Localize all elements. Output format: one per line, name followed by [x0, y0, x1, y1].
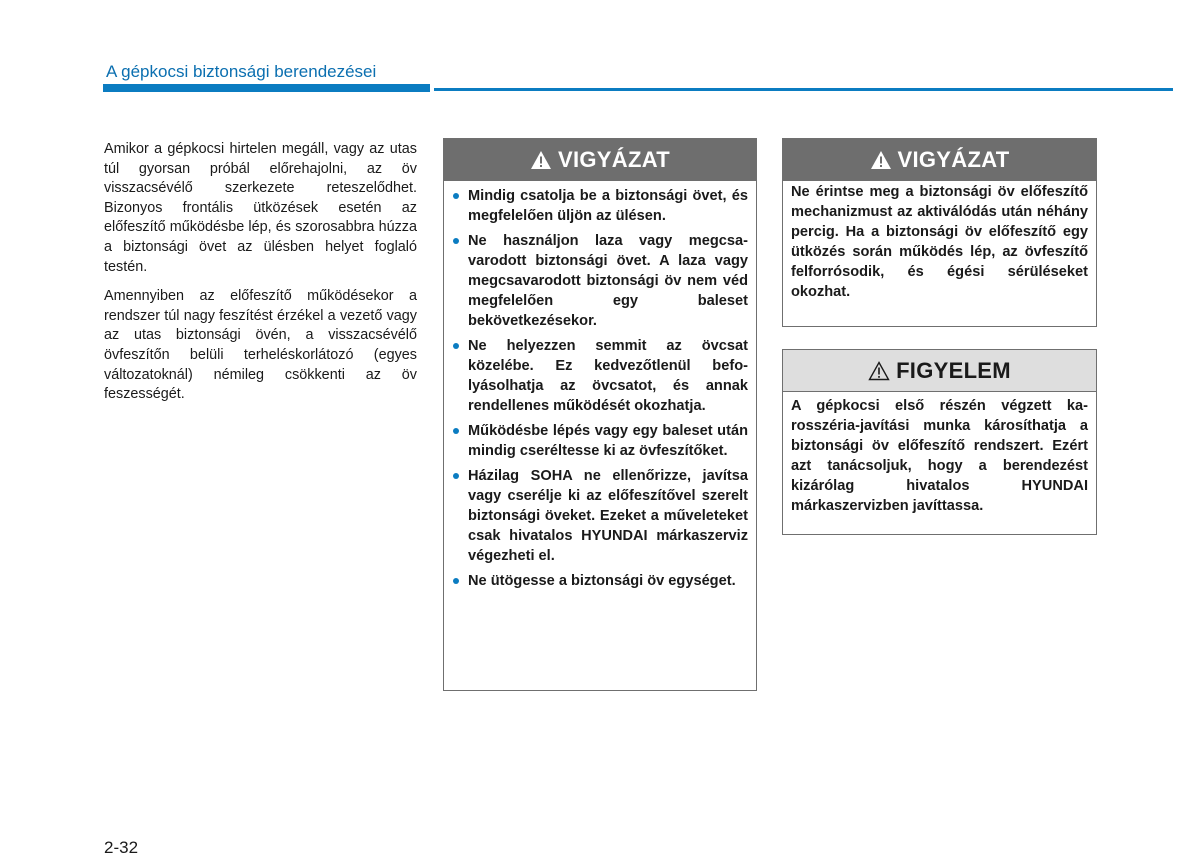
- warning-box-pretensioner: [782, 138, 1097, 327]
- list-item-text: Ne ütögesse a biztonsági öv egységet.: [468, 573, 736, 589]
- warning-box-body: [783, 181, 1096, 308]
- warning-box-header: [783, 139, 1096, 181]
- notice-box-header: [783, 350, 1096, 392]
- bullet-dot: [453, 238, 459, 244]
- list-item-text: Ne helyezzen semmit az övcsat közelébe. Ez kedvezőtlenül befolyásolhatja az övcsatot, és annak rendellenes működését okozhatja.: [468, 338, 748, 414]
- notice-box-body: [783, 392, 1096, 522]
- list-item: [452, 421, 748, 461]
- warning-text: Ne érintse meg a biztonsági öv előfeszítő mechanizmust az aktiválódás után néhány percig. Ha a biztonsági öv előfeszítő egy ütközés során működés lép, az övfeszítő felforrósodik, és égési sérüléseket okozhat.: [791, 184, 1088, 300]
- left-text-column: [104, 140, 417, 415]
- list-item: [452, 466, 748, 566]
- notice-box-title: FIGYELEM: [896, 357, 1011, 383]
- warning-box-seatbelt: [443, 138, 757, 691]
- list-item: [452, 571, 748, 591]
- warning-box-header: [444, 139, 756, 181]
- header-rule-thick: [103, 84, 430, 92]
- warning-list: [452, 186, 748, 591]
- bullet-dot: [453, 473, 459, 479]
- list-item-text: Házilag SOHA ne ellenőrizze, javítsa vagy cserélje ki az előfeszítővel szerelt biztonsági öveket. Ezeket a műveleteket csak hivatalos HYUNDAI márkaszerviz végezheti el.: [468, 468, 748, 564]
- list-item: [452, 336, 748, 416]
- notice-box-bodywork: [782, 349, 1097, 535]
- list-item: [452, 231, 748, 331]
- header-rule-thin: [434, 88, 1173, 91]
- warning-triangle-icon: [530, 150, 552, 170]
- bullet-dot: [453, 343, 459, 349]
- caution-triangle-outline-icon: [868, 361, 890, 381]
- paragraph-2: Amennyiben az előfeszítő működésekor a rendszer túl nagy feszítést érzékel a vezető vagy az utas biztonsági övén, a visszacsévélő övfeszítőn belüli terheléskorlátozó (egyes változatoknál) némileg csökkenti az öv feszességét.: [104, 288, 417, 403]
- notice-text: A gépkocsi első részén végzett karosszéria-javítási munka károsíthatja a biztonsági öv előfeszítő rendszert. Ezért azt tanácsoljuk, hogy a berendezést kizárólag hivatalos HYUNDAI márkaszervizben javíttassa.: [791, 398, 1088, 514]
- list-item-text: Mindig csatolja be a biztonsági övet, és megfelelően üljön az ülésen.: [468, 188, 748, 224]
- list-item: [452, 186, 748, 226]
- warning-triangle-icon: [870, 150, 892, 170]
- bullet-dot: [453, 193, 459, 199]
- section-title: A gépkocsi biztonsági berendezései: [106, 62, 377, 81]
- warning-box-title: VIGYÁZAT: [897, 147, 1010, 172]
- page-number: 2-32: [104, 838, 139, 857]
- warning-box-body: [444, 181, 756, 602]
- list-item-text: Működésbe lépés vagy egy baleset után mindig cseréltesse ki az övfeszítőket.: [468, 423, 748, 459]
- warning-box-title: VIGYÁZAT: [558, 147, 670, 172]
- list-item-text: Ne használjon laza vagy megcsavarodott biztonsági övet. A laza vagy megcsavarodott biztonsági öv nem véd megfelelően egy baleset bekövetkezésekor.: [468, 233, 748, 329]
- bullet-dot: [453, 428, 459, 434]
- paragraph-1: Amikor a gépkocsi hirtelen megáll, vagy az utas túl gyorsan próbál előrehajolni, az öv visszacsévélő szerkezete reteszelődhet. Bizonyos frontális ütközések esetén az előfeszítő működésbe lép, és szorosabbra húzza a biztonsági övet az ülésben helyet foglaló testén.: [104, 141, 417, 275]
- bullet-dot: [453, 578, 459, 584]
